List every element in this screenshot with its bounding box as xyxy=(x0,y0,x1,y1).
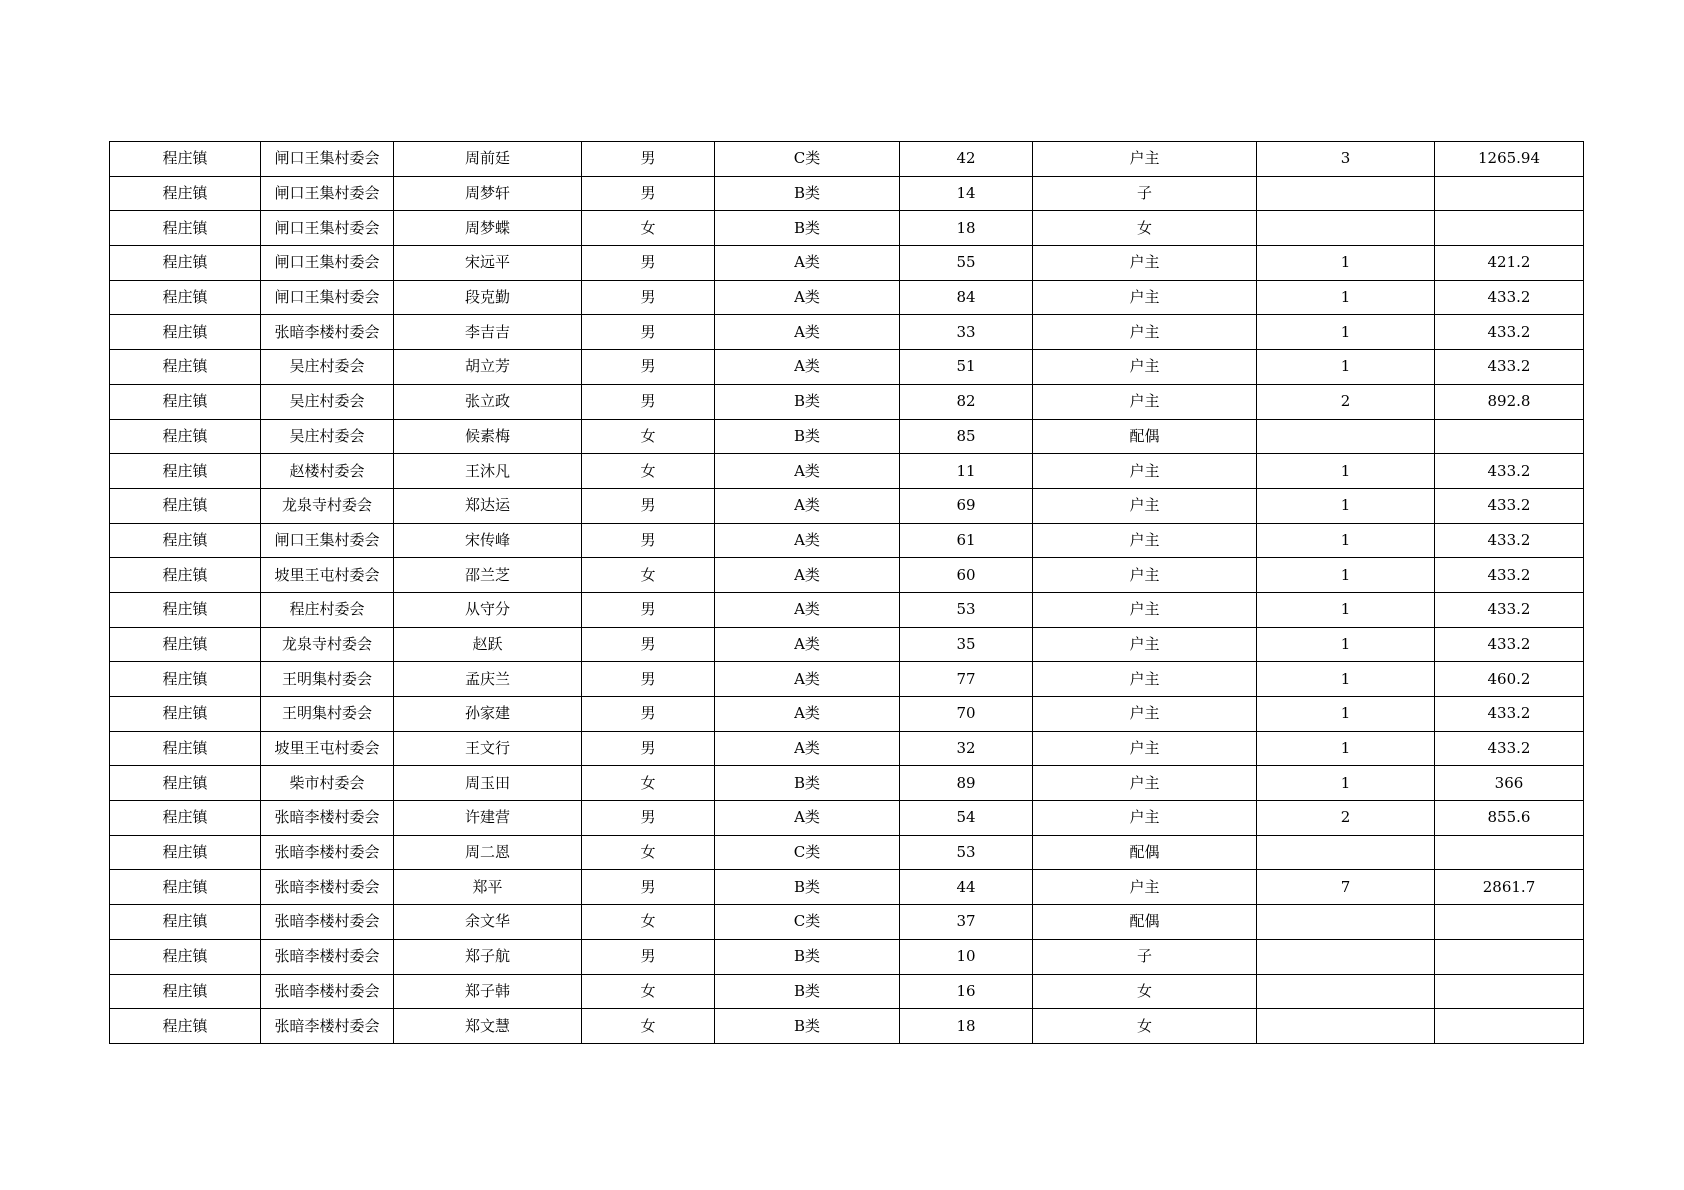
name-cell: 郑平 xyxy=(394,870,582,905)
age-cell: 54 xyxy=(900,801,1033,836)
amount-cell: 433.2 xyxy=(1435,454,1584,489)
relation-cell: 户主 xyxy=(1033,697,1257,732)
amount-cell xyxy=(1435,939,1584,974)
amount-cell: 433.2 xyxy=(1435,488,1584,523)
relation-cell: 子 xyxy=(1033,939,1257,974)
town-cell: 程庄镇 xyxy=(110,974,261,1009)
category-cell: B类 xyxy=(715,974,900,1009)
gender-cell: 女 xyxy=(582,905,715,940)
age-cell: 53 xyxy=(900,835,1033,870)
gender-cell: 男 xyxy=(582,246,715,281)
amount-cell: 433.2 xyxy=(1435,627,1584,662)
name-cell: 宋传峰 xyxy=(394,523,582,558)
age-cell: 33 xyxy=(900,315,1033,350)
town-cell: 程庄镇 xyxy=(110,523,261,558)
amount-cell: 433.2 xyxy=(1435,315,1584,350)
amount-cell: 433.2 xyxy=(1435,697,1584,732)
town-cell: 程庄镇 xyxy=(110,142,261,177)
town-cell: 程庄镇 xyxy=(110,835,261,870)
relation-cell: 户主 xyxy=(1033,870,1257,905)
category-cell: A类 xyxy=(715,523,900,558)
relation-cell: 户主 xyxy=(1033,558,1257,593)
name-cell: 邵兰芝 xyxy=(394,558,582,593)
village-cell: 吴庄村委会 xyxy=(261,419,394,454)
table-row xyxy=(110,523,1584,558)
name-cell: 从守分 xyxy=(394,592,582,627)
household-size-cell: 2 xyxy=(1257,801,1435,836)
village-cell: 王明集村委会 xyxy=(261,697,394,732)
household-size-cell xyxy=(1257,974,1435,1009)
table-row xyxy=(110,835,1584,870)
gender-cell: 男 xyxy=(582,697,715,732)
gender-cell: 男 xyxy=(582,627,715,662)
age-cell: 16 xyxy=(900,974,1033,1009)
relation-cell: 户主 xyxy=(1033,488,1257,523)
category-cell: B类 xyxy=(715,176,900,211)
name-cell: 郑文慧 xyxy=(394,1009,582,1044)
amount-cell: 460.2 xyxy=(1435,662,1584,697)
age-cell: 82 xyxy=(900,384,1033,419)
category-cell: B类 xyxy=(715,384,900,419)
table-row xyxy=(110,627,1584,662)
relation-cell: 户主 xyxy=(1033,384,1257,419)
category-cell: B类 xyxy=(715,766,900,801)
household-size-cell: 1 xyxy=(1257,766,1435,801)
age-cell: 18 xyxy=(900,1009,1033,1044)
table-row xyxy=(110,905,1584,940)
gender-cell: 女 xyxy=(582,211,715,246)
town-cell: 程庄镇 xyxy=(110,592,261,627)
village-cell: 龙泉寺村委会 xyxy=(261,627,394,662)
gender-cell: 男 xyxy=(582,801,715,836)
town-cell: 程庄镇 xyxy=(110,731,261,766)
name-cell: 王沐凡 xyxy=(394,454,582,489)
household-size-cell: 1 xyxy=(1257,315,1435,350)
category-cell: A类 xyxy=(715,280,900,315)
town-cell: 程庄镇 xyxy=(110,315,261,350)
household-size-cell xyxy=(1257,939,1435,974)
name-cell: 周梦轩 xyxy=(394,176,582,211)
age-cell: 10 xyxy=(900,939,1033,974)
village-cell: 吴庄村委会 xyxy=(261,384,394,419)
town-cell: 程庄镇 xyxy=(110,801,261,836)
village-cell: 坡里王屯村委会 xyxy=(261,558,394,593)
amount-cell xyxy=(1435,419,1584,454)
category-cell: A类 xyxy=(715,315,900,350)
amount-cell: 433.2 xyxy=(1435,350,1584,385)
table-row xyxy=(110,801,1584,836)
relation-cell: 户主 xyxy=(1033,592,1257,627)
household-size-cell xyxy=(1257,905,1435,940)
village-cell: 张暗李楼村委会 xyxy=(261,905,394,940)
amount-cell xyxy=(1435,835,1584,870)
relation-cell: 女 xyxy=(1033,211,1257,246)
village-cell: 闸口王集村委会 xyxy=(261,142,394,177)
data-table xyxy=(109,141,1584,1044)
amount-cell xyxy=(1435,974,1584,1009)
village-cell: 闸口王集村委会 xyxy=(261,280,394,315)
town-cell: 程庄镇 xyxy=(110,384,261,419)
relation-cell: 配偶 xyxy=(1033,835,1257,870)
household-size-cell: 3 xyxy=(1257,142,1435,177)
amount-cell xyxy=(1435,905,1584,940)
village-cell: 闸口王集村委会 xyxy=(261,523,394,558)
amount-cell: 433.2 xyxy=(1435,280,1584,315)
relation-cell: 配偶 xyxy=(1033,419,1257,454)
household-size-cell: 1 xyxy=(1257,246,1435,281)
household-size-cell: 1 xyxy=(1257,697,1435,732)
table-row xyxy=(110,246,1584,281)
town-cell: 程庄镇 xyxy=(110,662,261,697)
gender-cell: 女 xyxy=(582,766,715,801)
household-size-cell: 1 xyxy=(1257,488,1435,523)
village-cell: 王明集村委会 xyxy=(261,662,394,697)
gender-cell: 女 xyxy=(582,835,715,870)
table-row xyxy=(110,974,1584,1009)
name-cell: 胡立芳 xyxy=(394,350,582,385)
gender-cell: 男 xyxy=(582,939,715,974)
age-cell: 85 xyxy=(900,419,1033,454)
relation-cell: 户主 xyxy=(1033,280,1257,315)
age-cell: 42 xyxy=(900,142,1033,177)
name-cell: 宋远平 xyxy=(394,246,582,281)
amount-cell xyxy=(1435,211,1584,246)
category-cell: C类 xyxy=(715,835,900,870)
category-cell: A类 xyxy=(715,627,900,662)
age-cell: 35 xyxy=(900,627,1033,662)
age-cell: 55 xyxy=(900,246,1033,281)
village-cell: 张暗李楼村委会 xyxy=(261,801,394,836)
relation-cell: 女 xyxy=(1033,974,1257,1009)
table-row xyxy=(110,697,1584,732)
relation-cell: 户主 xyxy=(1033,801,1257,836)
category-cell: A类 xyxy=(715,350,900,385)
amount-cell: 421.2 xyxy=(1435,246,1584,281)
gender-cell: 女 xyxy=(582,974,715,1009)
town-cell: 程庄镇 xyxy=(110,419,261,454)
age-cell: 11 xyxy=(900,454,1033,489)
village-cell: 张暗李楼村委会 xyxy=(261,315,394,350)
table-row xyxy=(110,350,1584,385)
category-cell: B类 xyxy=(715,870,900,905)
household-size-cell: 7 xyxy=(1257,870,1435,905)
town-cell: 程庄镇 xyxy=(110,558,261,593)
household-size-cell xyxy=(1257,419,1435,454)
table-row xyxy=(110,280,1584,315)
village-cell: 闸口王集村委会 xyxy=(261,176,394,211)
gender-cell: 女 xyxy=(582,419,715,454)
name-cell: 周梦蝶 xyxy=(394,211,582,246)
age-cell: 44 xyxy=(900,870,1033,905)
gender-cell: 男 xyxy=(582,142,715,177)
household-size-cell: 1 xyxy=(1257,280,1435,315)
household-size-cell xyxy=(1257,1009,1435,1044)
amount-cell: 892.8 xyxy=(1435,384,1584,419)
household-size-cell: 1 xyxy=(1257,627,1435,662)
category-cell: A类 xyxy=(715,697,900,732)
name-cell: 郑达运 xyxy=(394,488,582,523)
amount-cell xyxy=(1435,1009,1584,1044)
age-cell: 53 xyxy=(900,592,1033,627)
town-cell: 程庄镇 xyxy=(110,870,261,905)
relation-cell: 配偶 xyxy=(1033,905,1257,940)
category-cell: A类 xyxy=(715,246,900,281)
town-cell: 程庄镇 xyxy=(110,246,261,281)
household-size-cell: 1 xyxy=(1257,523,1435,558)
name-cell: 许建营 xyxy=(394,801,582,836)
town-cell: 程庄镇 xyxy=(110,939,261,974)
category-cell: A类 xyxy=(715,731,900,766)
age-cell: 89 xyxy=(900,766,1033,801)
amount-cell: 855.6 xyxy=(1435,801,1584,836)
gender-cell: 女 xyxy=(582,454,715,489)
age-cell: 37 xyxy=(900,905,1033,940)
name-cell: 赵跃 xyxy=(394,627,582,662)
table-row xyxy=(110,731,1584,766)
village-cell: 闸口王集村委会 xyxy=(261,246,394,281)
table-row xyxy=(110,558,1584,593)
village-cell: 张暗李楼村委会 xyxy=(261,835,394,870)
category-cell: A类 xyxy=(715,801,900,836)
category-cell: A类 xyxy=(715,662,900,697)
age-cell: 18 xyxy=(900,211,1033,246)
age-cell: 61 xyxy=(900,523,1033,558)
table-body xyxy=(110,142,1584,1044)
gender-cell: 女 xyxy=(582,558,715,593)
village-cell: 张暗李楼村委会 xyxy=(261,1009,394,1044)
category-cell: B类 xyxy=(715,419,900,454)
gender-cell: 女 xyxy=(582,1009,715,1044)
town-cell: 程庄镇 xyxy=(110,488,261,523)
town-cell: 程庄镇 xyxy=(110,280,261,315)
age-cell: 70 xyxy=(900,697,1033,732)
amount-cell: 2861.7 xyxy=(1435,870,1584,905)
table-row xyxy=(110,662,1584,697)
amount-cell: 1265.94 xyxy=(1435,142,1584,177)
town-cell: 程庄镇 xyxy=(110,766,261,801)
gender-cell: 男 xyxy=(582,280,715,315)
name-cell: 余文华 xyxy=(394,905,582,940)
household-size-cell: 1 xyxy=(1257,454,1435,489)
relation-cell: 户主 xyxy=(1033,662,1257,697)
table-row xyxy=(110,488,1584,523)
age-cell: 32 xyxy=(900,731,1033,766)
relation-cell: 户主 xyxy=(1033,454,1257,489)
relation-cell: 户主 xyxy=(1033,246,1257,281)
table-row xyxy=(110,384,1584,419)
document-page xyxy=(109,141,1584,1044)
table-row xyxy=(110,454,1584,489)
relation-cell: 户主 xyxy=(1033,315,1257,350)
name-cell: 郑子航 xyxy=(394,939,582,974)
gender-cell: 男 xyxy=(582,315,715,350)
gender-cell: 男 xyxy=(582,384,715,419)
age-cell: 77 xyxy=(900,662,1033,697)
table-row xyxy=(110,870,1584,905)
category-cell: B类 xyxy=(715,211,900,246)
household-size-cell: 1 xyxy=(1257,662,1435,697)
amount-cell: 433.2 xyxy=(1435,558,1584,593)
category-cell: A类 xyxy=(715,488,900,523)
town-cell: 程庄镇 xyxy=(110,211,261,246)
village-cell: 张暗李楼村委会 xyxy=(261,974,394,1009)
relation-cell: 户主 xyxy=(1033,627,1257,662)
relation-cell: 户主 xyxy=(1033,350,1257,385)
age-cell: 60 xyxy=(900,558,1033,593)
village-cell: 坡里王屯村委会 xyxy=(261,731,394,766)
table-row xyxy=(110,176,1584,211)
household-size-cell: 1 xyxy=(1257,558,1435,593)
gender-cell: 男 xyxy=(582,350,715,385)
gender-cell: 男 xyxy=(582,592,715,627)
gender-cell: 男 xyxy=(582,662,715,697)
age-cell: 84 xyxy=(900,280,1033,315)
table-row xyxy=(110,315,1584,350)
town-cell: 程庄镇 xyxy=(110,176,261,211)
amount-cell: 433.2 xyxy=(1435,523,1584,558)
gender-cell: 男 xyxy=(582,488,715,523)
amount-cell: 433.2 xyxy=(1435,731,1584,766)
village-cell: 赵楼村委会 xyxy=(261,454,394,489)
category-cell: C类 xyxy=(715,905,900,940)
name-cell: 孟庆兰 xyxy=(394,662,582,697)
name-cell: 候素梅 xyxy=(394,419,582,454)
gender-cell: 男 xyxy=(582,523,715,558)
village-cell: 龙泉寺村委会 xyxy=(261,488,394,523)
relation-cell: 户主 xyxy=(1033,142,1257,177)
table-row xyxy=(110,766,1584,801)
name-cell: 周玉田 xyxy=(394,766,582,801)
age-cell: 51 xyxy=(900,350,1033,385)
category-cell: A类 xyxy=(715,454,900,489)
table-row xyxy=(110,142,1584,177)
relation-cell: 子 xyxy=(1033,176,1257,211)
gender-cell: 男 xyxy=(582,870,715,905)
age-cell: 69 xyxy=(900,488,1033,523)
category-cell: C类 xyxy=(715,142,900,177)
relation-cell: 户主 xyxy=(1033,523,1257,558)
town-cell: 程庄镇 xyxy=(110,697,261,732)
amount-cell: 433.2 xyxy=(1435,592,1584,627)
table-row xyxy=(110,419,1584,454)
category-cell: A类 xyxy=(715,558,900,593)
name-cell: 周二恩 xyxy=(394,835,582,870)
household-size-cell: 1 xyxy=(1257,592,1435,627)
amount-cell xyxy=(1435,176,1584,211)
name-cell: 张立政 xyxy=(394,384,582,419)
gender-cell: 男 xyxy=(582,176,715,211)
town-cell: 程庄镇 xyxy=(110,627,261,662)
village-cell: 张暗李楼村委会 xyxy=(261,939,394,974)
table-row xyxy=(110,592,1584,627)
household-size-cell xyxy=(1257,211,1435,246)
town-cell: 程庄镇 xyxy=(110,905,261,940)
village-cell: 程庄村委会 xyxy=(261,592,394,627)
category-cell: A类 xyxy=(715,592,900,627)
village-cell: 闸口王集村委会 xyxy=(261,211,394,246)
category-cell: B类 xyxy=(715,1009,900,1044)
name-cell: 王文行 xyxy=(394,731,582,766)
category-cell: B类 xyxy=(715,939,900,974)
village-cell: 张暗李楼村委会 xyxy=(261,870,394,905)
village-cell: 柴市村委会 xyxy=(261,766,394,801)
amount-cell: 366 xyxy=(1435,766,1584,801)
gender-cell: 男 xyxy=(582,731,715,766)
name-cell: 郑子韩 xyxy=(394,974,582,1009)
village-cell: 吴庄村委会 xyxy=(261,350,394,385)
household-size-cell: 1 xyxy=(1257,731,1435,766)
household-size-cell: 1 xyxy=(1257,350,1435,385)
name-cell: 段克勤 xyxy=(394,280,582,315)
household-size-cell: 2 xyxy=(1257,384,1435,419)
town-cell: 程庄镇 xyxy=(110,1009,261,1044)
name-cell: 孙家建 xyxy=(394,697,582,732)
relation-cell: 女 xyxy=(1033,1009,1257,1044)
relation-cell: 户主 xyxy=(1033,766,1257,801)
name-cell: 周前廷 xyxy=(394,142,582,177)
town-cell: 程庄镇 xyxy=(110,454,261,489)
age-cell: 14 xyxy=(900,176,1033,211)
table-row xyxy=(110,939,1584,974)
relation-cell: 户主 xyxy=(1033,731,1257,766)
table-row xyxy=(110,1009,1584,1044)
household-size-cell xyxy=(1257,835,1435,870)
table-row xyxy=(110,211,1584,246)
household-size-cell xyxy=(1257,176,1435,211)
town-cell: 程庄镇 xyxy=(110,350,261,385)
name-cell: 李吉吉 xyxy=(394,315,582,350)
